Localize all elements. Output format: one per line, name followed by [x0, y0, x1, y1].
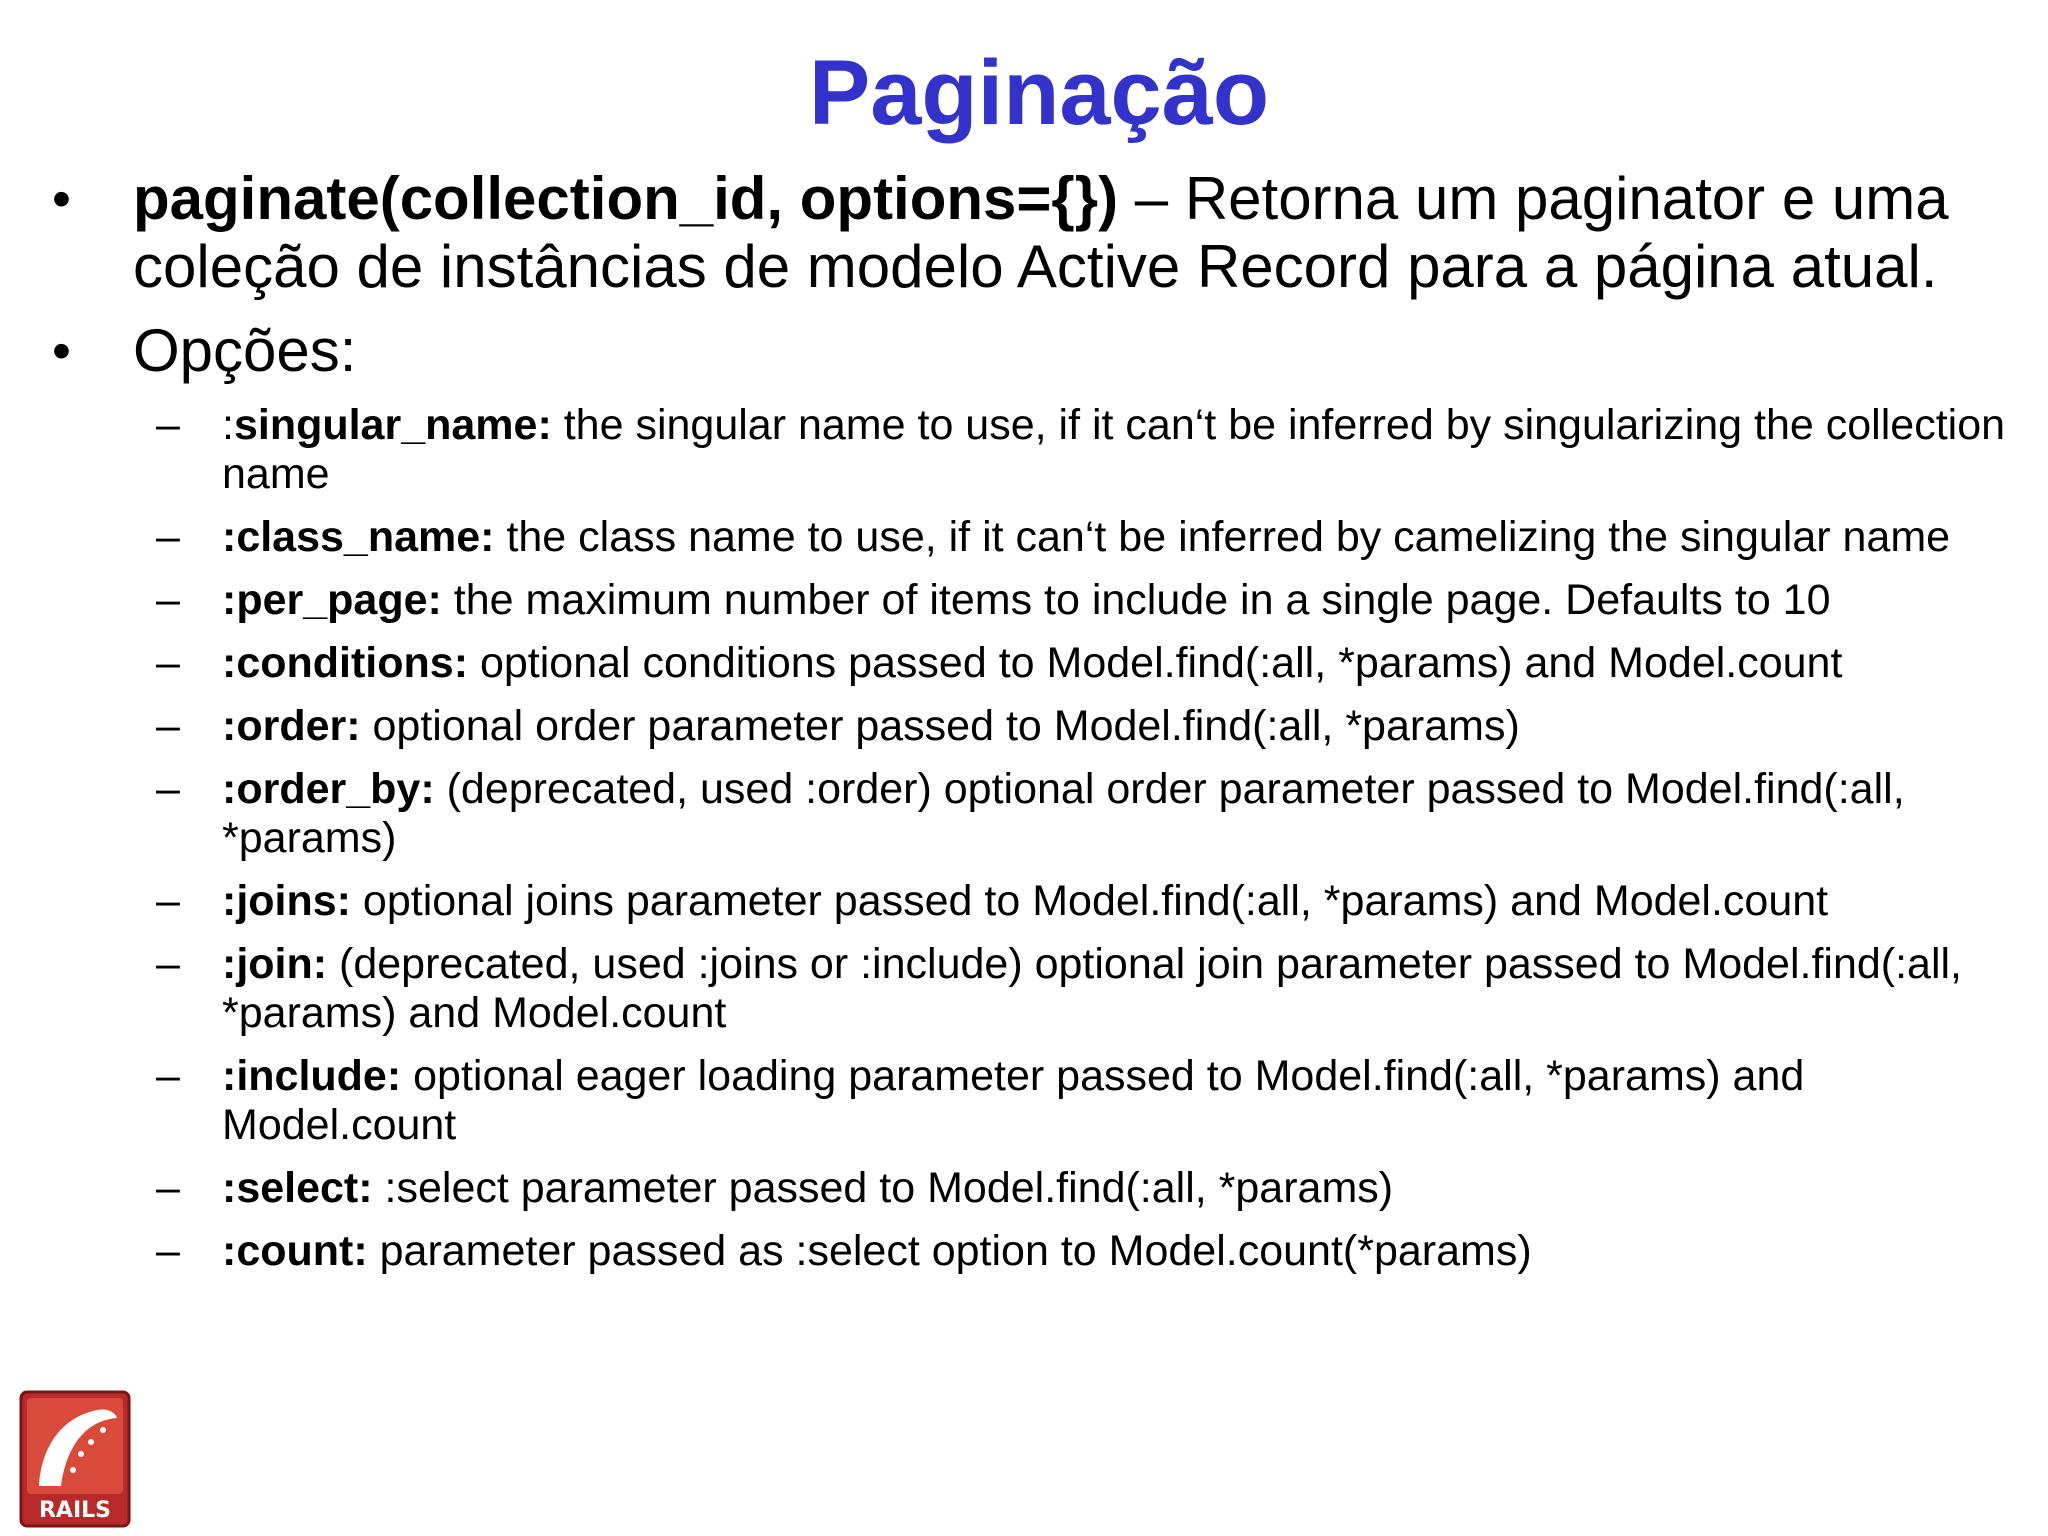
option-key: :class_name:	[222, 513, 495, 561]
option-key: :order_by:	[222, 765, 435, 813]
dash-marker: –	[156, 702, 180, 750]
option-description: the maximum number of items to include in a single page. Defaults to 10	[441, 576, 1831, 624]
dash-marker: –	[156, 639, 180, 687]
option-description: (deprecated, used :joins or :include) optional join parameter passed to Model.find(:all, *params) and Model.count	[222, 940, 1963, 1037]
option-key: :join:	[222, 940, 328, 988]
slide-title: Paginação	[808, 42, 1270, 144]
bullet-paginate	[0, 165, 2048, 301]
option-joins	[0, 877, 2048, 926]
paginate-signature: paginate(collection_id, options={})	[133, 165, 1119, 232]
option-key: :order:	[222, 702, 361, 750]
option-key: :select:	[222, 1164, 373, 1212]
dash-marker: –	[156, 513, 180, 561]
option-description: the singular name to use, if it can‘t be inferred by singularizing the collection name	[222, 401, 2006, 498]
bullet-options	[0, 317, 2048, 385]
option-singular-name	[0, 401, 2048, 499]
dash-marker: –	[156, 576, 180, 624]
dash-marker: –	[156, 877, 180, 925]
option-description: optional joins parameter passed to Model.find(:all, *params) and Model.count	[350, 877, 1829, 925]
option-description: parameter passed as :select option to Model.count(*params)	[367, 1227, 1532, 1275]
option-select	[0, 1164, 2048, 1213]
option-key: :conditions:	[222, 639, 469, 687]
dash-marker: –	[156, 1052, 180, 1100]
dash-marker: –	[156, 401, 180, 449]
option-conditions	[0, 639, 2048, 688]
option-class-name	[0, 513, 2048, 562]
option-order	[0, 702, 2048, 751]
option-include	[0, 1052, 2048, 1150]
option-join	[0, 940, 2048, 1038]
dash-marker: –	[156, 1164, 180, 1212]
option-description: :select parameter passed to Model.find(:all, *params)	[372, 1164, 1394, 1212]
rails-logo-label: RAILS	[38, 1498, 112, 1523]
option-description: optional conditions passed to Model.find(:all, *params) and Model.count	[468, 639, 1843, 687]
options-list	[0, 401, 2048, 1276]
option-description: (deprecated, used :order) optional order parameter passed to Model.find(:all, *params)	[222, 765, 1905, 862]
option-key: :count:	[222, 1227, 368, 1275]
option-description: the class name to use, if it can‘t be inferred by camelizing the singular name	[494, 513, 1951, 561]
option-count	[0, 1227, 2048, 1276]
dash-marker: –	[156, 1227, 180, 1275]
option-description: optional eager loading parameter passed to Model.find(:all, *params) and Model.count	[222, 1052, 1805, 1149]
option-key: :include:	[222, 1052, 402, 1100]
options-heading: Opções:	[133, 317, 357, 384]
option-per-page	[0, 576, 2048, 625]
paginate-description: – Retorna um paginator e uma coleção de instâncias de modelo Active Record para a página atual.	[133, 165, 1949, 300]
dash-marker: –	[156, 765, 180, 813]
option-description: optional order parameter passed to Model.find(:all, *params)	[360, 702, 1520, 750]
option-prefix: :	[222, 401, 234, 449]
slide-content	[0, 165, 2048, 1290]
option-key: :per_page:	[222, 576, 442, 624]
option-order-by	[0, 765, 2048, 863]
option-key: singular_name:	[233, 401, 552, 449]
option-key: :joins:	[222, 877, 351, 925]
rails-logo-icon	[19, 1390, 131, 1528]
bullet-marker: •	[52, 169, 71, 229]
dash-marker: –	[156, 940, 180, 988]
bullet-marker: •	[52, 321, 71, 381]
